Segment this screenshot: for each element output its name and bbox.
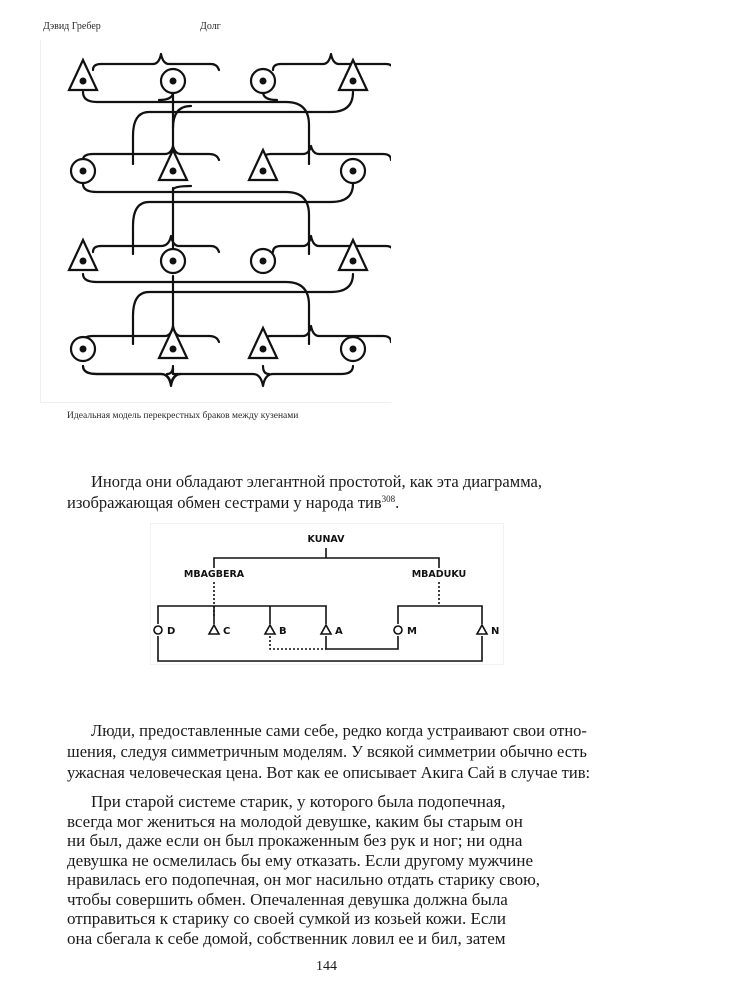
block-quote (67, 792, 540, 948)
text-fragment: . (395, 493, 400, 512)
exchange-dotted-line (270, 636, 326, 649)
quote-line: чтобы совершить обмен. Опечаленная девушка должна была (67, 889, 508, 909)
body-paragraph (67, 471, 542, 513)
male-symbol (69, 240, 97, 270)
female-symbol (341, 337, 365, 361)
quote-line: нравилась его подопечная, он мог насильно отдать старику свою, (67, 870, 541, 889)
offspring-brace (83, 366, 353, 386)
text-line (67, 492, 542, 513)
cross-cousin-marriage-diagram (40, 40, 391, 403)
person-label: A (335, 626, 343, 637)
marriage-brace (263, 326, 391, 342)
text-line: шения, следуя симметричным моделям. У всякой симметрии обычно есть (67, 742, 587, 761)
marriage-brace (273, 54, 391, 70)
female-symbol (251, 249, 275, 273)
tiv-diagram-svg (151, 524, 503, 664)
sibling-line (158, 606, 326, 624)
female-symbol (341, 159, 365, 183)
offspring-brace (167, 366, 173, 374)
male-symbol (339, 240, 367, 270)
lineage-line (214, 558, 439, 568)
quote-line: она сбегала к себе домой, собственник ловил ее и бил, затем (67, 928, 506, 948)
root-label: KUNAV (307, 534, 345, 545)
marriage-line (326, 636, 398, 649)
male-symbol (159, 328, 187, 358)
quote-line: При старой системе старик, у которого была подопечная, (91, 792, 506, 811)
footnote-reference[interactable]: 308 (381, 494, 396, 504)
marriage-brace (93, 236, 219, 252)
quote-line: девушка не осмелилась бы ему отказать. Если другому мужчине (67, 850, 534, 870)
male-symbol (265, 625, 275, 634)
male-symbol (209, 625, 219, 634)
female-symbol (154, 626, 162, 634)
person-label: C (223, 626, 231, 637)
descent-line (83, 184, 309, 254)
male-symbol (69, 60, 97, 90)
offspring-brace (263, 366, 269, 374)
marriage-brace (263, 146, 391, 160)
marriage-line (158, 636, 482, 661)
body-paragraph (67, 720, 590, 783)
figure-caption: Идеальная модель перекрестных браков между кузенами (67, 411, 299, 421)
female-symbol (161, 249, 185, 273)
kinship-symbols (69, 60, 367, 361)
page-number: 144 (316, 959, 337, 974)
running-head-author: Дэвид Гребер (43, 21, 101, 32)
person-label: M (407, 626, 417, 637)
descent-line (173, 106, 191, 128)
text-fragment: изображающая обмен сестрами у народа тив (67, 493, 382, 512)
cross-cousin-diagram-svg (41, 40, 391, 402)
running-head-book-title: Долг (200, 21, 221, 32)
male-symbol (477, 625, 487, 634)
male-symbol (249, 328, 277, 358)
text-line: ужасная человеческая цена. Вот как ее описывает Акига Сай в случае тив: (67, 763, 591, 782)
person-label: B (279, 626, 287, 637)
descent-line (133, 274, 353, 344)
female-symbol (161, 69, 185, 93)
marriage-brace (273, 236, 391, 252)
person-label: N (491, 626, 500, 637)
quote-line: всегда мог жениться на молодой девушке, каким бы старым он (67, 811, 523, 831)
female-symbol (394, 626, 402, 634)
descent-line (173, 186, 191, 190)
descent-line (83, 274, 309, 344)
male-symbol (321, 625, 331, 634)
quote-line: ни был, даже если он был прокаженным без рук и ног; ни одна (67, 831, 523, 850)
female-symbol (71, 337, 95, 361)
quote-line: отправиться к старику со своей сумкой из козьей кожи. Если (67, 909, 506, 928)
tiv-sister-exchange-diagram (150, 523, 504, 665)
sibling-line (398, 606, 482, 624)
lineage-label: MBADUKU (411, 569, 467, 580)
female-symbol (251, 69, 275, 93)
marriage-brace (83, 326, 219, 342)
person-label: D (167, 626, 176, 637)
lineage-label: MBAGBERA (183, 569, 245, 580)
text-line: Люди, предоставленные сами себе, редко когда устраивают свои отно- (91, 721, 587, 740)
text-line: Иногда они обладают элегантной простотой, как эта диаграмма, (91, 472, 542, 491)
marriage-brace (83, 146, 219, 160)
marriage-brace (93, 54, 219, 70)
female-symbol (71, 159, 95, 183)
